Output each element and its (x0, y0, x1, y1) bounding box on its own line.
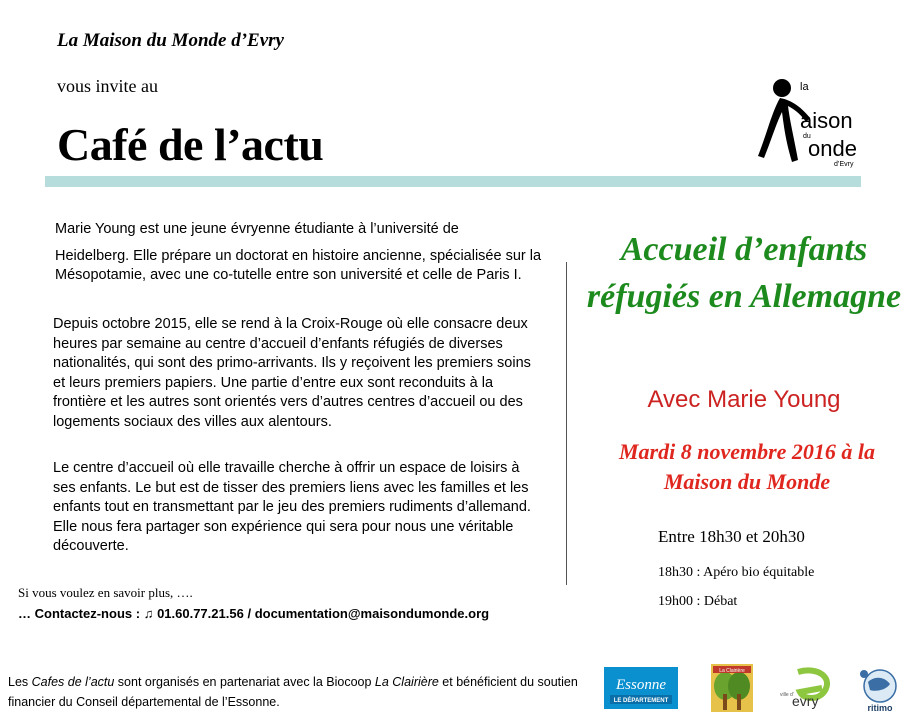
logo-text-aison: aison (800, 108, 853, 133)
evry-logo (778, 666, 834, 710)
contact-line (18, 606, 489, 621)
phone-icon: ♫ (143, 606, 154, 621)
logo-text-onde: onde (808, 136, 857, 161)
maison-du-monde-logo (748, 76, 866, 168)
footer-text-1: Les (8, 675, 32, 689)
footer-cafes-name: Cafes de l’actu (31, 675, 115, 689)
page-title: Café de l’actu (57, 119, 324, 170)
ritimo-logo (850, 664, 910, 714)
evry-logo-name: evry (792, 693, 819, 709)
essonne-logo-sub: LE DÉPARTEMENT (613, 698, 669, 704)
footer-text-3: et bénéficient du soutien financier du Conseil départemental de l’Essonne. (8, 675, 578, 709)
ritimo-logo-name: ritimo (867, 703, 893, 713)
contact-separator: / (247, 606, 252, 621)
event-debat: 19h00 : Débat (658, 594, 738, 609)
contact-email[interactable]: documentation@maisondumonde.org (254, 606, 490, 621)
more-info-text: Si vous voulez en savoir plus, …. (18, 585, 193, 600)
bio-rest: Heidelberg. Elle prépare un doctorat en histoire ancienne, spécialisée sur la Mésopotamie, avec une co-tutelle entre son université et celle de Paris I. (55, 247, 542, 283)
logo-text-la: la (800, 81, 809, 93)
event-hours: Entre 18h30 et 20h30 (658, 527, 805, 546)
event-apero: 18h30 : Apéro bio équitable (658, 565, 815, 580)
title-underline-bar (45, 176, 861, 187)
event-title: Accueil d’enfants réfugiés en Allemagne (586, 231, 902, 315)
contact-prefix: … Contactez-nous : (18, 606, 141, 621)
logo-text-evry: d’Evry (834, 161, 854, 168)
footer-text-2: sont organisés en partenariat avec la Biocoop (114, 675, 375, 689)
essonne-logo (604, 667, 678, 709)
activity-paragraph: Depuis octobre 2015, elle se rend à la Croix-Rouge où elle consacre deux heures par semaine au centre d’accueil d’enfants réfugiés de diverses nationalités, qui sont des primo-arrivants. Ils y reçoivent les premiers soins et leurs premiers papiers. Une partie d’entre eux sont reconduits à la frontière et les autres sont orientés vers d’autres centres d’accueil ou des logements sociaux des villes aux alentours. (53, 316, 531, 430)
footer-biocoop-name: La Clairière (374, 675, 439, 689)
clairiere-logo (711, 664, 753, 712)
evry-logo-prefix: ville d’ (780, 692, 794, 698)
invite-text: vous invite au (57, 76, 158, 96)
event-date: Mardi 8 novembre 2016 à la Maison du Monde (618, 439, 876, 494)
essonne-logo-name: Essonne (616, 677, 666, 693)
bio-first-line: Marie Young est une jeune évryenne étudiante à l’université de (55, 221, 459, 237)
event-speaker: Avec Marie Young (647, 386, 841, 413)
organizer-name: La Maison du Monde d’Evry (57, 30, 284, 51)
logo-text-du: du (803, 133, 811, 140)
center-paragraph: Le centre d’accueil où elle travaille cherche à offrir un espace de loisirs à ses enfants. Le but est de tisser des premiers liens avec les familles et les enfants tout en transmettant par le jeu des premiers rudiments d’allemand. Elle nous fera partager son expérience qui sera pour nous une véritable découverte. (53, 460, 531, 554)
contact-phone[interactable]: 01.60.77.21.56 (157, 606, 244, 621)
bio-paragraph (55, 220, 545, 286)
partnership-footer (8, 672, 578, 712)
clairiere-logo-label: La Clairière (719, 668, 745, 674)
column-divider (566, 262, 567, 585)
